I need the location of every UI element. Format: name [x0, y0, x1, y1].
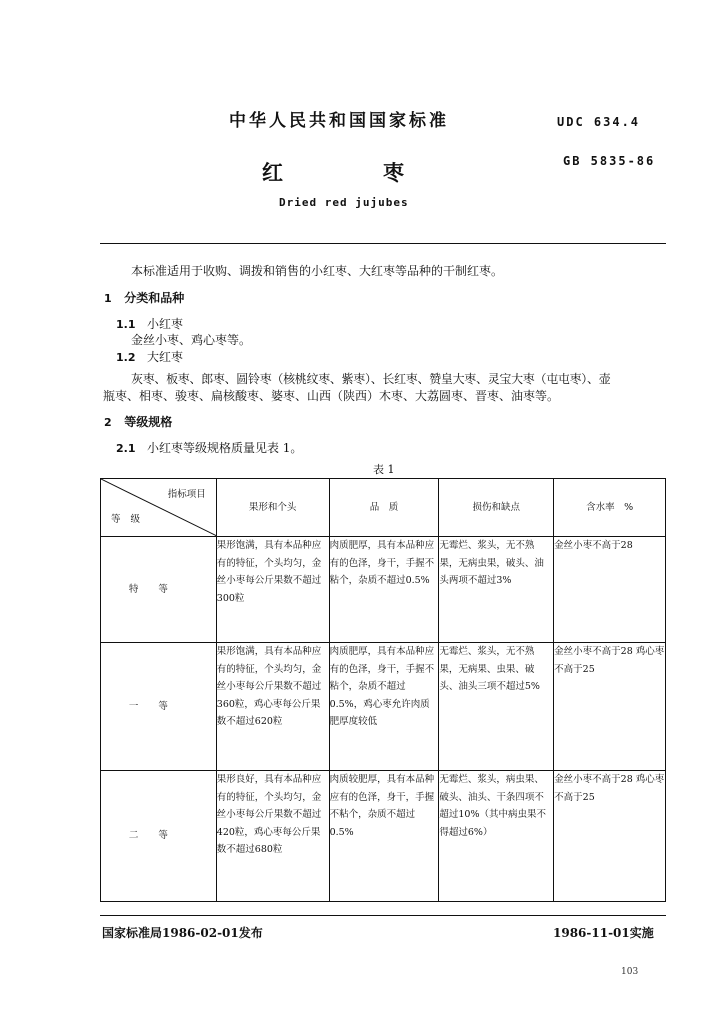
- udc-number: UDC 634.4: [557, 115, 641, 129]
- header-rule: [100, 243, 666, 244]
- water-cell: 金丝小枣不高于28: [554, 537, 666, 643]
- header-water: 含水率 %: [554, 479, 666, 537]
- defects-cell: 无霉烂、浆头，无不熟果，无病果、虫果、破头、油头三项不超过5%: [439, 643, 554, 771]
- section-1-2-body-line-1: 灰枣、板枣、郎枣、圆铃枣（核桃纹枣、紫枣）、长红枣、赞皇大枣、灵宝大枣（屯屯枣）、壶: [131, 372, 611, 386]
- section-1-title: 分类和品种: [124, 291, 185, 305]
- grade-cell: 二等: [101, 771, 217, 902]
- section-1-1-heading: [116, 315, 183, 332]
- section-2-heading: [104, 413, 172, 430]
- section-1-1-body: 金丝小枣、鸡心枣等。: [131, 333, 252, 347]
- section-1-2-number: 1.2: [116, 351, 136, 364]
- header-item-label: 指标项目: [167, 489, 206, 500]
- section-2-1-number: 2.1: [116, 442, 136, 455]
- standard-org-heading: 中华人民共和国国家标准: [229, 111, 449, 131]
- quality-cell: 肉质肥厚，具有本品种应有的色泽，身干，手握不粘个，杂质不超过0.5%: [329, 537, 439, 643]
- shape-cell: 果形良好，具有本品种应有的特征，个头均匀，金丝小枣每公斤果数不超过420粒，鸡心枣每公斤果数不超过680粒: [216, 771, 329, 902]
- header-shape: 果形和个头: [216, 479, 329, 537]
- page-number: 103: [621, 967, 639, 977]
- header-defects: 损伤和缺点: [439, 479, 554, 537]
- shape-cell: 果形饱满，具有本品种应有的特征，个头均匀，金丝小枣每公斤果数不超过360粒，鸡心枣每公斤果数不超过620粒: [216, 643, 329, 771]
- issue-date: 国家标准局1986-02-01发布: [102, 926, 263, 940]
- section-1-1-number: 1.1: [116, 318, 136, 331]
- title-char-1: 红: [262, 160, 283, 185]
- defects-cell: 无霉烂、浆头，病虫果、破头、油头、干条四项不超过10%（其中病虫果不得超过6%）: [439, 771, 554, 902]
- section-2-1-line: [116, 439, 302, 456]
- header-quality: 品 质: [329, 479, 439, 537]
- water-cell: 金丝小枣不高于28 鸡心枣不高于25: [554, 643, 666, 771]
- english-title: Dried red jujubes: [279, 196, 409, 209]
- quality-cell: 肉质肥厚，具有本品种应有的色泽，身干，手握不粘个，杂质不超过0.5%，鸡心枣允许肉质肥厚度较低: [329, 643, 439, 771]
- gb-number: GB 5835-86: [563, 154, 656, 168]
- defects-cell: 无霉烂、浆头，无不熟果，无病虫果，破头、油头两项不超过3%: [439, 537, 554, 643]
- section-1-number: 1: [104, 292, 112, 305]
- table-row: [101, 537, 666, 643]
- diagonal-header-cell: [101, 479, 217, 537]
- section-2-1-text: 小红枣等级规格质量见表 1。: [146, 441, 303, 455]
- table-row: [101, 771, 666, 902]
- document-title: [262, 157, 404, 187]
- section-2-title: 等级规格: [124, 415, 173, 429]
- table-row: [101, 643, 666, 771]
- header-grade-label: 等级: [111, 513, 151, 525]
- section-1-2-body-line-2: 瓶枣、相枣、骏枣、扁核酸枣、婆枣、山西（陕西）木枣、大荔圆枣、晋枣、油枣等。: [103, 389, 560, 403]
- title-char-2: 枣: [383, 160, 404, 185]
- grade-cell: 一等: [101, 643, 217, 771]
- grade-cell: 特等: [101, 537, 217, 643]
- table-caption: 表 1: [373, 463, 395, 476]
- quality-cell: 肉质较肥厚，具有本品种应有的色泽，身干，手握不粘个，杂质不超过0.5%: [329, 771, 439, 902]
- intro-paragraph: 本标准适用于收购、调拨和销售的小红枣、大红枣等品种的干制红枣。: [131, 264, 504, 278]
- grade-table: [100, 478, 666, 902]
- shape-cell: 果形饱满，具有本品种应有的特征，个头均匀，金丝小枣每公斤果数不超过300粒: [216, 537, 329, 643]
- section-2-number: 2: [104, 416, 112, 429]
- table-header-row: [101, 479, 666, 537]
- section-1-heading: [104, 289, 184, 306]
- section-1-2-heading: [116, 348, 183, 365]
- section-1-2-title: 大红枣: [146, 350, 183, 364]
- footer-rule: [100, 915, 666, 916]
- section-1-1-title: 小红枣: [146, 317, 183, 331]
- water-cell: 金丝小枣不高于28 鸡心枣不高于25: [554, 771, 666, 902]
- effective-date: 1986-11-01实施: [553, 926, 654, 940]
